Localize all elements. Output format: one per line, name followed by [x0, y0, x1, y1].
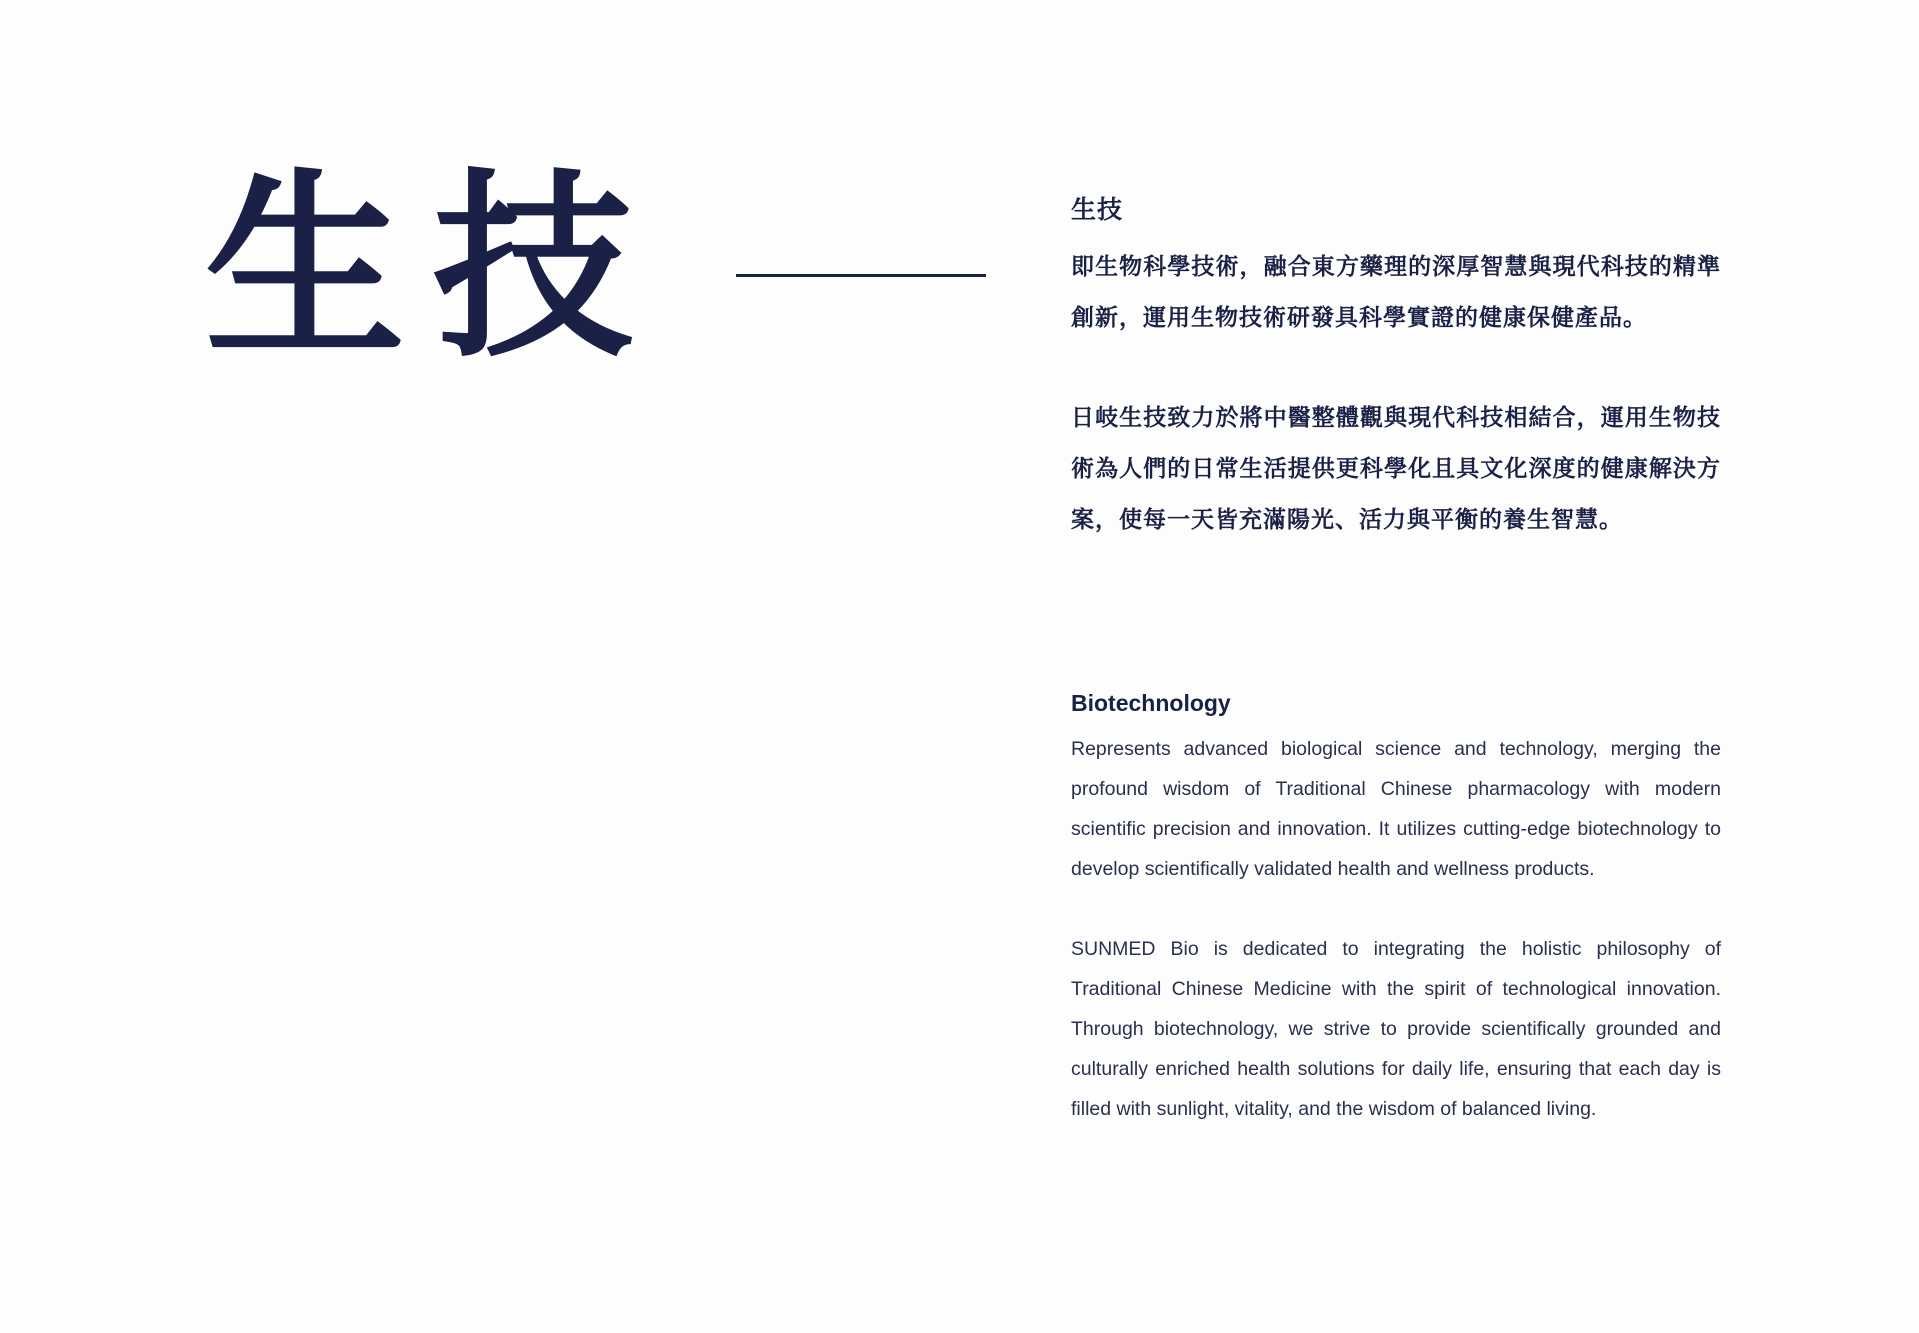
- english-description: [1071, 687, 1721, 1129]
- chinese-heading: 生技: [1071, 195, 1124, 224]
- english-paragraph-2: SUNMED Bio is dedicated to integrating the holistic philosophy of Traditional Chinese Medicine with the spirit of technological innovation. Through biotechnology, we strive to provide scientifically grounded and culturally enriched health solutions for daily life, ensuring that each day is filled with sunlight, vitality, and the wisdom of balanced living.: [1071, 938, 1721, 1120]
- hero-title: 生技: [205, 150, 662, 385]
- title-divider-line: [736, 274, 986, 277]
- chinese-paragraph-1: 即生物科學技術，融合東方藥理的深厚智慧與現代科技的精準創新，運用生物技術研發具科學實證的健康保健產品。: [1071, 254, 1721, 331]
- english-heading: Biotechnology: [1071, 690, 1231, 716]
- chinese-description: [1071, 192, 1721, 546]
- english-paragraph-1: Represents advanced biological science and technology, merging the profound wisdom of Traditional Chinese pharmacology with modern scientific precision and innovation. It utilizes cutting-edge biotechnology to develop scientifically validated health and wellness products.: [1071, 738, 1721, 880]
- chinese-paragraph-2: 日岐生技致力於將中醫整體觀與現代科技相結合，運用生物技術為人們的日常生活提供更科學化且具文化深度的健康解決方案，使每一天皆充滿陽光、活力與平衡的養生智慧。: [1071, 405, 1721, 533]
